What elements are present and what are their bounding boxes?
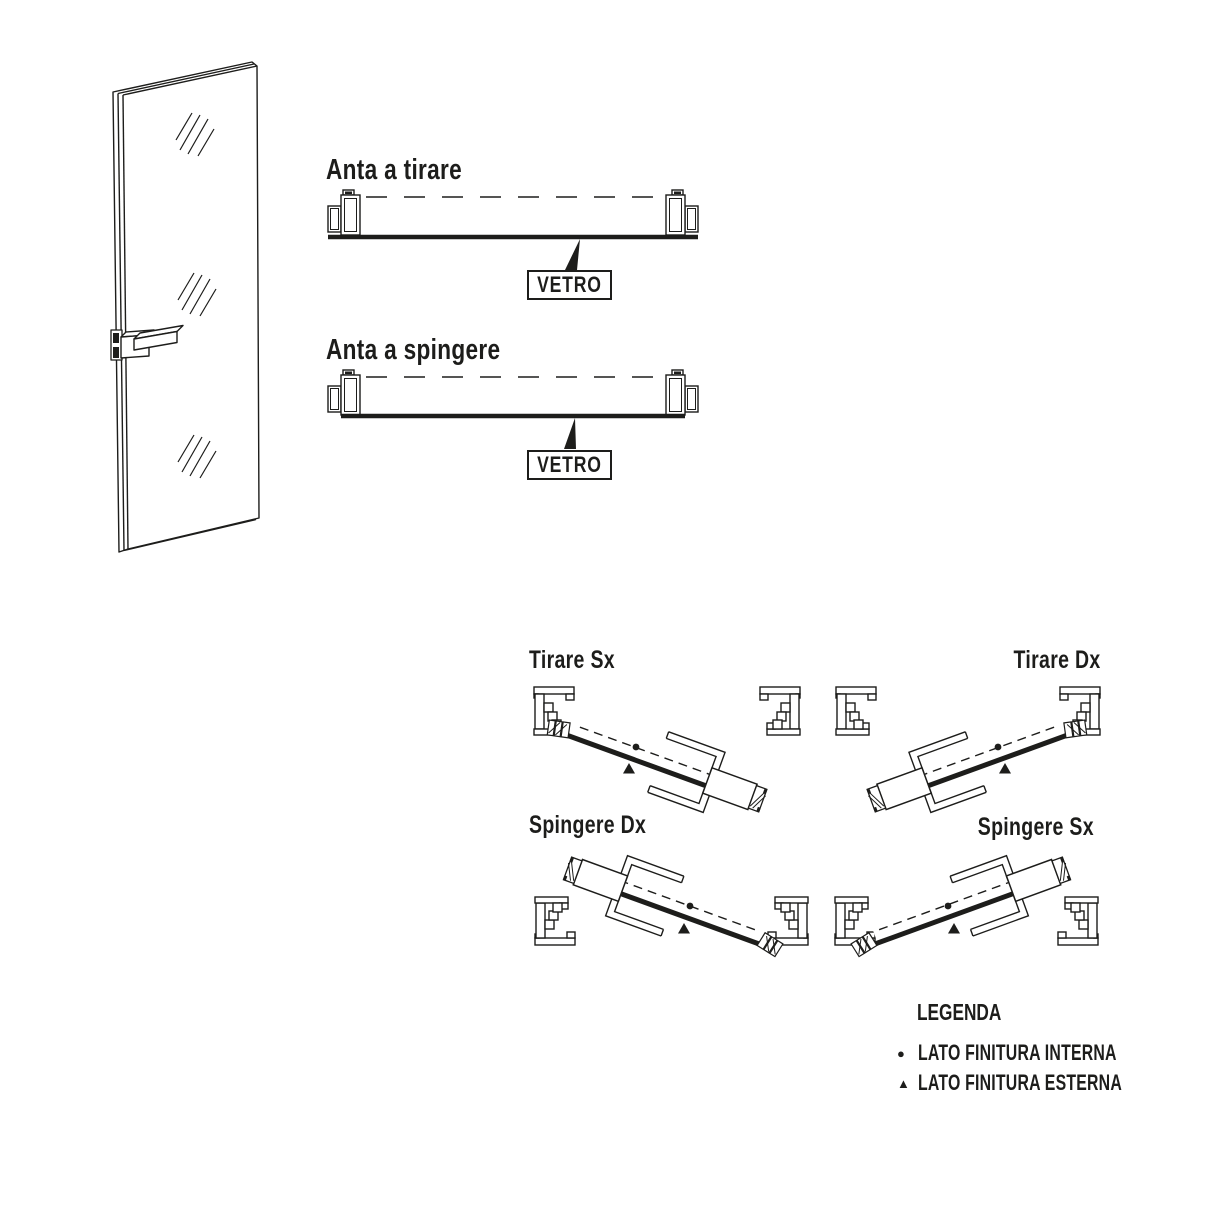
door-illustration [111, 62, 259, 552]
vetro-label-box [527, 450, 612, 480]
legend-item-internal [897, 1041, 1194, 1065]
vetro-label: VETRO [537, 272, 602, 297]
tirare-sx-diagram [534, 687, 800, 831]
outer-finish-triangle-icon [678, 923, 690, 934]
outer-finish-triangle-icon [948, 923, 960, 934]
tirare-dx-title: Tirare Dx [1013, 646, 1101, 674]
push-section-drawing [328, 370, 698, 449]
vetro-label: VETRO [537, 452, 602, 477]
inner-finish-dot-icon [633, 744, 640, 751]
inner-finish-dot-icon [995, 744, 1002, 751]
vetro-leader [565, 239, 580, 270]
triangle-icon: ▲ [897, 1075, 910, 1091]
legend-item-label: LATO FINITURA ESTERNA [918, 1070, 1123, 1095]
pull-section-drawing [328, 190, 698, 270]
inner-finish-dot-icon [687, 903, 694, 910]
tirare-dx-diagram [836, 687, 1100, 831]
push-section-title: Anta a spingere [326, 334, 501, 366]
outer-finish-triangle-icon [999, 763, 1011, 774]
vetro-label-box [527, 270, 612, 300]
spingere-sx-title: Spingere Sx [977, 813, 1094, 841]
outer-finish-triangle-icon [623, 763, 635, 774]
dot-icon: ● [897, 1045, 905, 1061]
spingere-dx-title: Spingere Dx [529, 811, 647, 839]
vetro-leader [564, 418, 576, 449]
inner-finish-dot-icon [945, 903, 952, 910]
spingere-sx-diagram [835, 838, 1098, 977]
pull-section-title: Anta a tirare [326, 154, 463, 186]
legend-title: LEGENDA [917, 999, 1002, 1025]
tirare-sx-title: Tirare Sx [529, 646, 615, 674]
spingere-dx-diagram [535, 838, 808, 977]
legend-item-label: LATO FINITURA INTERNA [918, 1040, 1117, 1065]
legend-item-external [897, 1071, 1201, 1095]
